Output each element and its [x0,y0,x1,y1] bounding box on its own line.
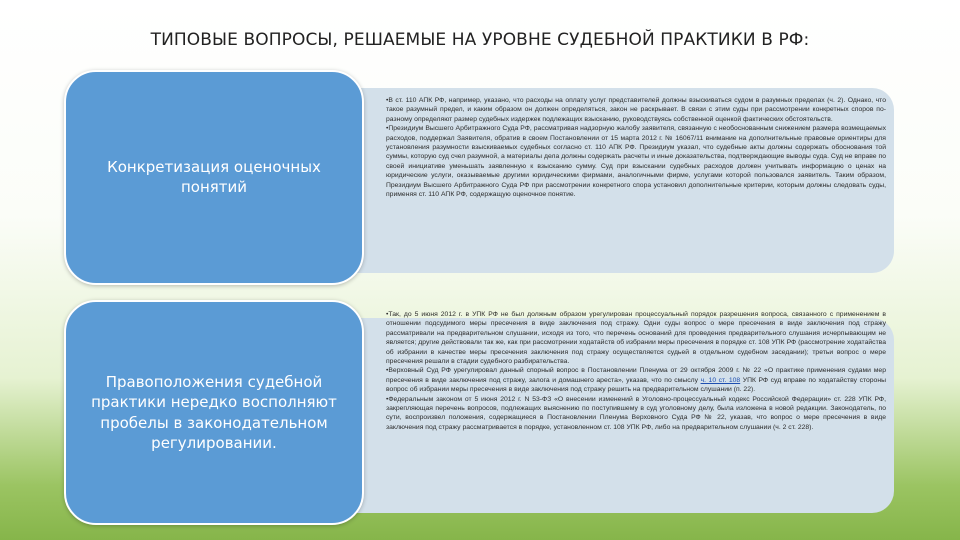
paragraph: •Федеральным законом от 5 июня 2012 г. N 53-ФЗ «О внесении изменений в Уголовно-процессуальный кодекс Российской Федерации» ст. 228 УПК РФ, закрепляющая перечень вопросов, подлежащих выяснению по поступившему в суд уголовному делу, была изложена в новой редакции. Законодатель, по сути, воспроизвел положения, содержащиеся в Постановлении Пленума Верховного Суда РФ № 22, указав, что вопрос о мере пресечения в виде заключения под стражу рассматривается в порядке, установленном ст. 108 УПК РФ, либо на предварительном слушании (ч. 2 ст. 228). [386,395,886,431]
row-gaps [64,300,894,525]
bullet-icon: • [386,97,389,104]
paragraph: •Так, до 5 июня 2012 г. в УПК РФ не был должным образом урегулирован процессуальный порядок разрешения вопроса, связанного с применением в отношении подсудимого меры пресечения в виде заключения под стражу. Одни суды вопрос о мере пресечения в виде заключения под стражу рассматривали на предварительном слушании, исходя из того, что перечень оснований для проведения предварительного слушания исчерпывающим не является; другие действовали так же, как при рассмотрении ходатайств об избрании меры пресечения в порядке ст. 108 УПК РФ (рассмотрение ходатайства об избрании в качестве меры пресечения заключения под стражу осуществляется судьей в отдельном судебном заседании); третьи вопрос о мере пресечения решали в стадии судебного разбирательства. [386,311,886,366]
bullet-icon: • [386,395,389,403]
content-text-concretization [386,96,886,199]
label-concretization: Конкретизация оценочных понятий [107,158,321,196]
bullet-icon: • [386,125,389,133]
label-box-gaps [64,300,364,525]
content-text-gaps [386,310,886,432]
paragraph: •В ст. 110 АПК РФ, например, указано, что расходы на оплату услуг представителей должны взыскиваться судом в разумных пределах (ч. 2). Однако, что такое разумный предел, и каким образом он должен определяться, закон не раскрывает. В связи с этим суды при рассмотрении конкретных споров по-разному определяют размер судебных издержек подлежащих взысканию, руководствуясь собственной оценкой фактических обстоятельств. [386,97,886,123]
law-link[interactable]: ч. 10 ст. 108 [700,376,741,384]
slide-title: ТИПОВЫЕ ВОПРОСЫ, РЕШАЕМЫЕ НА УРОВНЕ СУДЕБНОЙ ПРАКТИКИ В РФ: [150,30,810,50]
label-box-concretization [64,70,364,285]
row-concretization [64,70,894,285]
paragraph: •Президиум Высшего Арбитражного Суда РФ, рассматривая надзорную жалобу заявителя, связанную с необоснованным снижением размера возмещаемых расходов, поддержал Заявителя, обратив в своем Постановлении от 15 марта 2012 г. № 16067/11 внимание на дополнительные правовые ориентиры для установления разумности взыскиваемых судебных согласно ст. 110 АПК РФ. Президиум указал, что судебные акты должны содержать обоснования той суммы, которую суд счел разумной, а материалы дела должны содержать расчеты и иные доказательства, подтверждающие выводы суда. Суд не вправе по своей инициативе уменьшать заявленную к взысканию сумму. Суд при взыскании судебных расходов должен учитывать информацию о ценах на юридические услуги, оказываемые другими юридическими фирмами, аналогичными фирме, услугами которой пользовался заявитель. Таким образом, Президиум Высшего Арбитражного Суда РФ при рассмотрении конкретного спора установил дополнительные критерии, которым должны следовать суды, применяя ст. 110 АПК РФ, содержащую оценочное понятие. [386,125,886,199]
bullet-icon: • [386,311,389,318]
label-gaps: Правоположения судебной практики нередко восполняют пробелы в законодательном регулировании. [91,373,337,452]
paragraph: •Верховный Суд РФ урегулировал данный спорный вопрос в Постановлении Пленума от 29 октября 2009 г. № 22 «О практике применения судами мер пресечения в виде заключения под стражу, залога и домашнего ареста», указав, что по смыслу ч. 10 ст. 108 УПК РФ суд вправе по ходатайству стороны вопрос об избрании меры пресечения в виде заключения под стражу решить на предварительном слушании (п. 22). [386,367,886,394]
bullet-icon: • [386,367,389,375]
